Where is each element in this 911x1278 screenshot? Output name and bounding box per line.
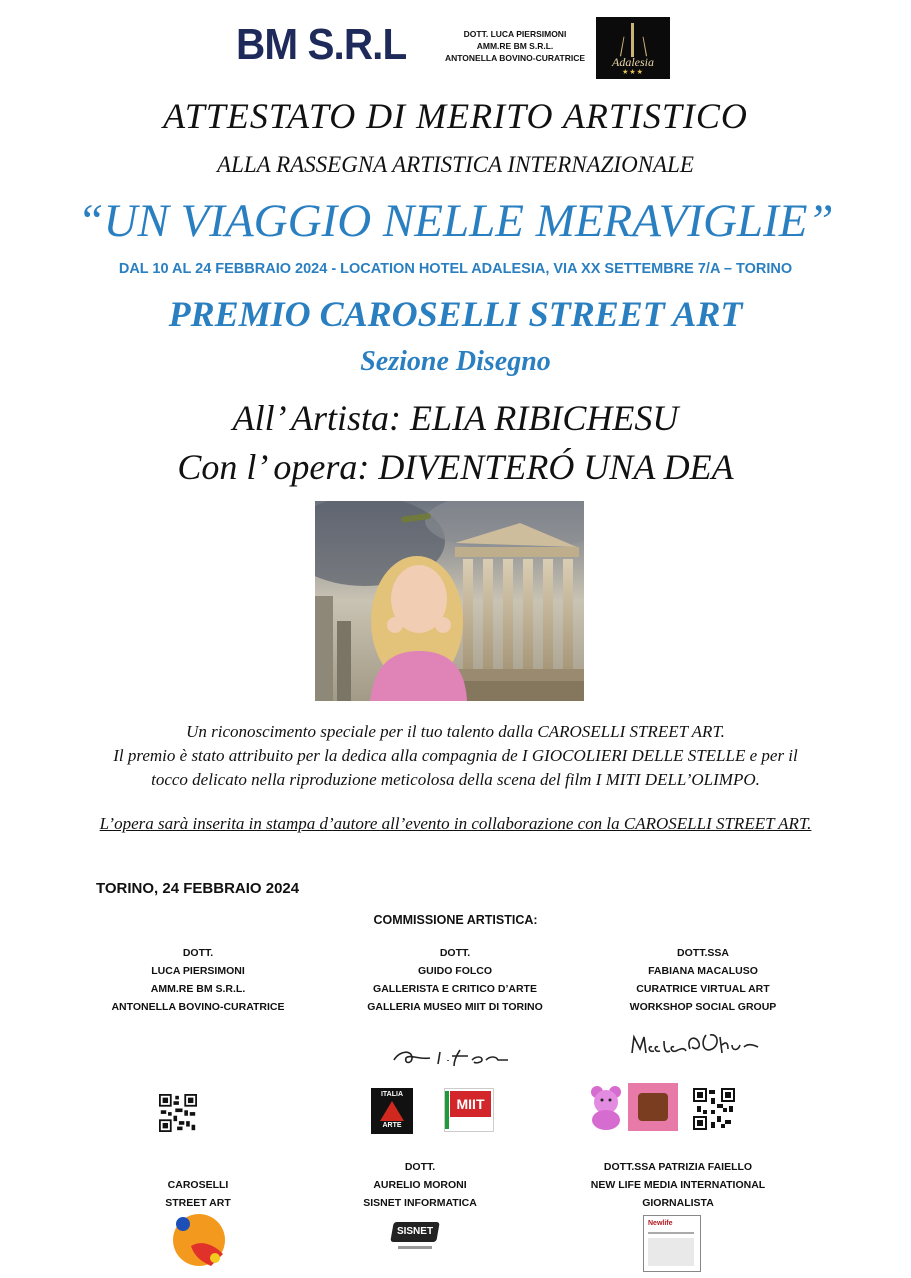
event-details: DAL 10 AL 24 FEBBRAIO 2024 - LOCATION HOTEL ADALESIA, VIA XX SETTEMBRE 7/A – TORINO <box>118 261 793 277</box>
header-info <box>440 28 590 64</box>
sponsor-line: NEW LIFE MEDIA INTERNATIONAL <box>590 1179 766 1191</box>
newlife-logo <box>643 1215 701 1272</box>
commission-label: COMMISSIONE ARTISTICA: <box>373 913 538 927</box>
description-line: tocco delicato nella riproduzione meticolosa della scena del film I MITI DELL’OLIMPO. <box>151 770 760 789</box>
teddy-bear-icon <box>586 1084 626 1130</box>
member-line: DOTT.SSA <box>677 947 729 959</box>
sponsor-line: AURELIO MORONI <box>373 1179 467 1191</box>
artwork-line: Con l’ opera: DIVENTERÓ UNA DEA <box>177 447 734 487</box>
italia-arte-text: ITALIA <box>380 1091 404 1098</box>
newlife-line <box>648 1232 694 1234</box>
pink-brand-logo <box>628 1083 678 1131</box>
event-name: “UN VIAGGIO NELLE MERAVIGLIE” <box>77 195 834 247</box>
member-line: DOTT. <box>182 947 214 959</box>
member-line: LUCA PIERSIMONI <box>151 965 245 977</box>
certificate-subtitle: ALLA RASSEGNA ARTISTICA INTERNAZIONALE <box>217 152 694 177</box>
signature-folco <box>390 1044 520 1070</box>
description-line: Un riconoscimento speciale per il tuo talento dalla CAROSELLI STREET ART. <box>186 722 725 741</box>
miit-logo <box>444 1088 494 1132</box>
sponsor-line: DOTT. <box>404 1161 436 1173</box>
prize-title: PREMIO CAROSELLI STREET ART <box>168 294 743 334</box>
artwork-image <box>315 501 584 701</box>
member-line: GUIDO FOLCO <box>417 965 493 977</box>
newlife-cover <box>648 1238 694 1266</box>
italia-arte-logo <box>371 1088 413 1134</box>
certificate-title: ATTESTATO DI MERITO ARTISTICO <box>163 96 748 136</box>
sponsor-line: SISNET INFORMATICA <box>363 1197 477 1209</box>
header-info-line: AMM.RE BM S.R.L. <box>476 41 554 51</box>
brand-emblem <box>638 1093 668 1121</box>
sponsor-line: STREET ART <box>165 1197 231 1209</box>
member-line: FABIANA MACALUSO <box>648 965 758 977</box>
commission-member <box>83 944 313 1016</box>
description <box>0 720 911 792</box>
hotel-logo <box>596 17 670 79</box>
italia-arte-text: ARTE <box>382 1122 402 1129</box>
caroselli-logo <box>171 1212 229 1268</box>
qr-code-icon <box>159 1094 197 1132</box>
hotel-stars: ★★★ <box>622 69 644 76</box>
sisnet-logo <box>392 1222 438 1254</box>
member-line: GALLERISTA E CRITICO D’ARTE <box>373 983 537 995</box>
header-info-line: ANTONELLA BOVINO-CURATRICE <box>444 53 586 63</box>
header-info-line: DOTT. LUCA PIERSIMONI <box>463 29 567 39</box>
member-line: DOTT. <box>439 947 471 959</box>
sponsor-sisnet <box>305 1158 535 1212</box>
sponsor-newlife <box>553 1158 803 1212</box>
description-line: Il premio è stato attribuito per la dedica alla compagnia de I GIOCOLIERI DELLE STELLE e per il <box>113 746 798 765</box>
qr-code-icon <box>693 1088 735 1130</box>
sisnet-text: SISNET <box>396 1226 434 1237</box>
sponsor-line: CAROSELLI <box>167 1179 229 1191</box>
hotel-logo-text: Adalesia <box>612 55 654 69</box>
artist-line: All’ Artista: ELIA RIBICHESU <box>232 398 679 438</box>
member-line: ANTONELLA BOVINO-CURATRICE <box>111 1001 285 1013</box>
company-logo: BM S.R.L <box>236 20 407 69</box>
sisnet-underline <box>398 1246 432 1249</box>
sponsor-caroselli <box>83 1176 313 1212</box>
member-line: WORKSHOP SOCIAL GROUP <box>629 1001 777 1013</box>
commission-member <box>588 944 818 1016</box>
member-line: CURATRICE VIRTUAL ART <box>636 983 770 995</box>
signature-macaluso <box>628 1027 763 1061</box>
section-title: Sezione Disegno <box>360 346 551 377</box>
certificate-date: TORINO, 24 FEBBRAIO 2024 <box>96 880 300 897</box>
tower-icon <box>631 23 634 57</box>
sponsor-line: GIORNALISTA <box>642 1197 714 1209</box>
member-line: AMM.RE BM S.R.L. <box>150 983 246 995</box>
print-note: L’opera sarà inserita in stampa d’autore all’evento in collaborazione con la CAROSELLI STREET ART. <box>99 814 812 833</box>
letter-a-icon <box>380 1101 404 1121</box>
member-line: GALLERIA MUSEO MIIT DI TORINO <box>367 1001 543 1013</box>
newlife-text: Newlife <box>648 1220 673 1227</box>
flag-green-stripe <box>445 1091 449 1129</box>
commission-member <box>340 944 570 1016</box>
miit-text: MIIT <box>450 1091 491 1117</box>
sponsor-line: DOTT.SSA PATRIZIA FAIELLO <box>603 1161 753 1173</box>
